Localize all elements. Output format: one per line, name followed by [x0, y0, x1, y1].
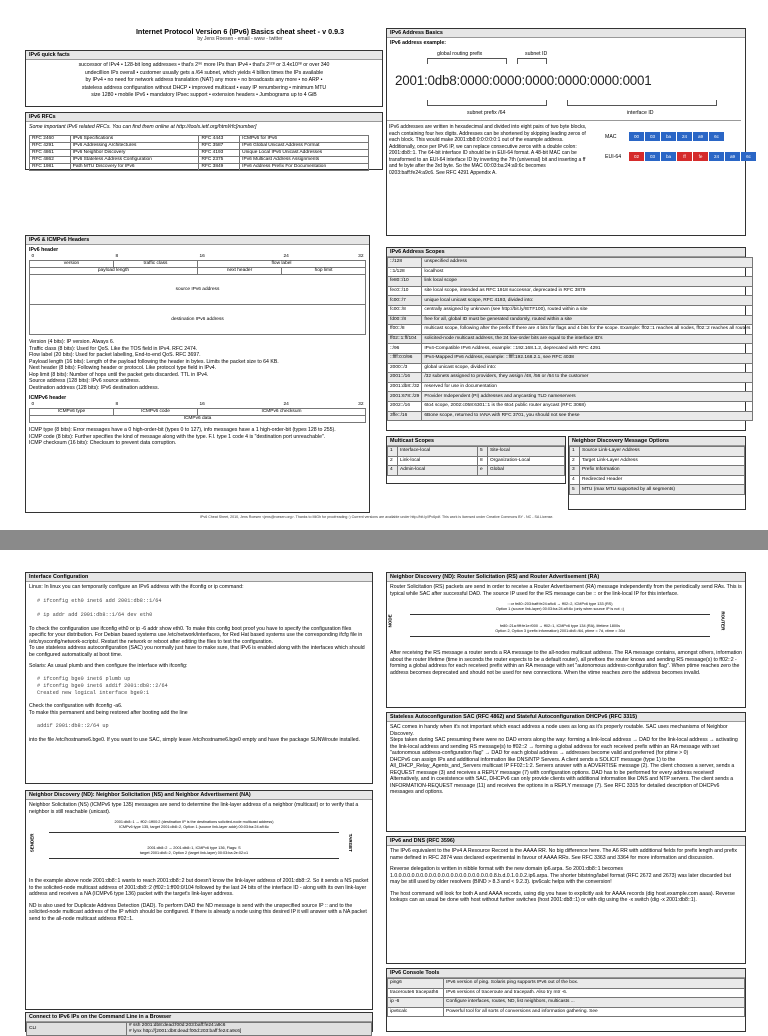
address-example-label: IPv6 address example: — [390, 40, 446, 46]
quick-facts-line: successor of IPv4 • 128-bit long addresses • that's 2⁹⁶ more IPs than IPv4 • that's 2¹²⁸ or 3.4x10³⁸ or over 340 — [78, 62, 330, 68]
nd-options-table — [569, 446, 745, 495]
nd-ns-na-section — [25, 790, 373, 1010]
rfc-row — [30, 163, 369, 170]
multicast-scopes-table — [387, 446, 565, 476]
multicast-scope-row — [388, 447, 565, 457]
scope-row — [388, 286, 753, 296]
page-footer: IPv6 Cheat Sheet, 2010, Jens Roesen <jens@roesen.org>. Thanks to MiGh for proofreading :) Current versions are available under http://bit.ly/IPv6pdf. This work is licensed under Creative Commons BY - NC - SA License. — [200, 515, 554, 519]
nd-option-cell: MTU (max MTU supported by all segments) — [580, 485, 745, 495]
ra-diagram-text: Option 2, Option 3 (prefix information) 2001:db8::/64, ptime = 7d, vtime = 30d — [495, 629, 625, 633]
eui64-byte: ff — [677, 152, 692, 161]
nd-option-cell: 3 — [570, 466, 580, 476]
eui64-bytes — [629, 152, 749, 162]
scope-cell: reserved for use in documentation — [422, 382, 753, 392]
linux-intro: Linux: In linux you can temporarily configure an IPv6 address with the ifconfig or ip command: — [29, 584, 244, 590]
field-icmp-code: ICMPv6 code — [114, 409, 198, 416]
quick-facts-line: by IPv4 • no need for network address translation (NAT) any more • no broadcasts any more • no ARP • — [85, 77, 323, 84]
scope-cell: 3ffe::/16 — [388, 411, 422, 421]
dad-text: ND is also used for Duplicate Address Detection (DAD). To perform DAD the ND message is send with the unspecified source IP :: and to the solicited-node multicast address of the IP which should be configured. If there is already a node using this desired IP it will answer with a NA packet send to the all-node multicast address ff02::1. — [29, 902, 367, 922]
scope-cell: ff00::/8 — [388, 325, 422, 335]
rfc-cell: IPv6 Neighbor Discovery — [70, 149, 199, 156]
nd-option-row — [570, 485, 745, 495]
code-line: Created new logical interface bge0:1 — [37, 690, 150, 697]
divider — [387, 120, 741, 121]
rfc-row — [30, 149, 369, 156]
icmp-field-description: ICMP code (8 bits): Further specifies the kind of message along with the type. F.I. type 1 code 4 is "destination port unreachable". — [29, 433, 326, 440]
rfc-cell: RFC 3587 — [199, 142, 240, 149]
scope-row — [388, 411, 753, 421]
quick-facts-heading: IPv6 quick facts — [26, 51, 382, 60]
scope-cell: site local scope, intended as RFC 1918 successor, deprecated in RFC 3879 — [422, 286, 753, 296]
ipv6-header-label: IPv6 header — [29, 247, 59, 253]
icmp-header-table — [29, 402, 366, 424]
field-version: version — [30, 261, 114, 268]
mac-byte: 6c — [709, 132, 724, 141]
header-field-description: Source address (128 bits): IPv6 source address. — [29, 378, 141, 384]
code-line: addif 2001:db8::2/64 up — [37, 723, 109, 730]
field-icmp-data: ICMPv6 data — [30, 416, 366, 423]
console-tools-heading: IPv6 Console Tools — [387, 969, 745, 978]
scope-row — [388, 401, 753, 411]
console-tools-section — [386, 968, 746, 1032]
dns-reverse-text: Reverse delegation is written in nibble format with the new domain ip6.arpa. So 2001:db8::1 becomes 1.0.0.0.0.0.0.0.0.0.0.0.0.0.0.0.0.0.0.0.0.0.0.0.8.b.d.0.1.0.0.2.ip6.arpa. The shorter bitstring/label format (RFC 2672 and 2673) was later discarded but may be still used by older resolvers (BIND > 8.3 and < 9.2.3). ipv6calc helps with the conversion! — [390, 866, 732, 885]
nd-option-cell: 5 — [570, 485, 580, 495]
dhcpv6-text: DHCPv6 can assign IPs and additional information like DNS/NTP Servers. A client sends a SOLICIT message (type 1) to the All_DHCP_Relay_Agents_and_Servers multicast IP FF02::1:2. Servers answer with a ADVERTISE message (2). The client chooses a server, sends a REQUEST message (3) and receives a REPLY message (7) with configuration options. DAD has to be performed for every address received! Alternatively, and in coexistence with SAC, DHCPv6 can only provide clients with additional information like DNS and NTP servers. The client sends a INFORMATION-REQUEST message (11) and receives the options in a REPLY message (7). See RFC 3315 for detailed description of DHCPv6 messages and options. — [390, 756, 735, 795]
ra-arrow — [410, 636, 710, 637]
rfc-cell: IPv6 Specifications — [70, 135, 199, 142]
na-diagram-text: target 2001:db8::2, Option 2 (target link-layer) 00:03:ba:2e:02:c1 — [139, 851, 249, 855]
scope-row — [388, 296, 753, 306]
scope-cell: 6Bone scope, returned to IANA with RFC 3701, you should not see these — [422, 411, 753, 421]
rfc-cell: RFC 2460 — [30, 135, 71, 142]
scope-cell: free for all, global ID must be generated randomly, routed within a site — [422, 315, 753, 325]
scope-cell: fd00::/8 — [388, 315, 422, 325]
mac-byte: 24 — [677, 132, 692, 141]
mac-byte: 00 — [629, 132, 644, 141]
scope-row — [388, 392, 753, 402]
rfc-cell: RFC 4291 — [30, 142, 71, 149]
console-tool-cell: ip -6 — [388, 998, 444, 1008]
multicast-scopes-heading: Multicast Scopes — [387, 437, 565, 446]
rfc-cell: Unique Local IPv6 Unicast Addresses — [240, 149, 369, 156]
scope-row — [388, 382, 753, 392]
nd-options-section — [568, 436, 746, 510]
rfc-cell: IPv6 Multicast Address Assignments — [240, 156, 369, 163]
bit-label: 0 — [31, 401, 35, 407]
field-traffic-class: traffic class — [114, 261, 198, 268]
field-flow-label: flow label — [198, 261, 366, 268]
cli-heading: Connect to IPv6 IPs on the Command Line in a Browser — [26, 1013, 372, 1022]
address-basics-section — [386, 28, 751, 236]
nd-rs-ra-heading: Neighbor Discovery (ND): Router Solicitation (RS) and Router Advertisement (RA) — [387, 573, 745, 582]
interface-id-label: interface ID — [627, 110, 654, 116]
scope-cell: 2002::/16 — [388, 401, 422, 411]
multicast-scope-cell: 8 — [478, 456, 488, 466]
address-scopes-table — [387, 257, 753, 421]
header-field-description: Payload length (16 bits): Length of the payload following the header in bytes. Limits the packet size to 64 KB. — [29, 358, 279, 365]
ra-diagram-text: fe80::21a:9ff:fe1e:f000 → ff02::1, ICMPv6 type 134 (RA), lifetime 1800s — [500, 624, 620, 628]
ns-diagram-text: 2001:db8::1 → ff02::1ff00:2 (destination IP is the destinations solicited-node multicast address) — [114, 820, 274, 824]
rfc-cell: ICMPv6 for IPv6 — [240, 135, 369, 142]
ns-diagram-text: ICMPv6 type 135, target 2001:db8::2, Option 1 (source link-layer addr) 00:03:ba:24:a9:6c — [119, 825, 269, 829]
dns-aaaa-text: The IPv6 equivalent to the IPv4 A Resource Record is the AAAA RR. No big difference here. The A6 RR with additional fields for prefix length and prefix name defined in RFC 2874 was declared experimental in favour of AAAA RRs. See RFC 3363 and 3364 for more information and discussion. — [390, 848, 737, 861]
nd-option-row — [570, 456, 745, 466]
quick-facts-line: size 1280 • mobile IPv6 • mandatory IPsec support • extension headers • Jumbograms up to 4 GiB — [91, 92, 317, 99]
multicast-scope-cell: Interface-local — [398, 447, 478, 457]
linux-config-text: To check the configuration use ifconfig eth0 or ip -6 addr show eth0. To make this config boot proof you have to specify the configuration files specific for your distribution. For Debian based systems use /etc/network/interfaces, for Red Hat based systems use the corresponding ifcfg file in /etc/sysconfig/network-scripts/. Restart the network or reboot after editing the files to test the configuration. — [29, 625, 363, 645]
scope-cell: /32 subnets assigned to providers, they assign /48, /56 or /64 to the customer — [422, 373, 753, 383]
dns-section — [386, 836, 746, 964]
rfc-cell: RFC 4862 — [30, 156, 71, 163]
code-line: # ifconfig bge0 inet6 plumb up — [37, 675, 131, 682]
rs-diagram-text: Option 1 (source link-layer) 00:03:ba:24:a9:6c (only when source IP is not ::) — [495, 607, 625, 611]
sheet-author: by Jens Roesen - email - www - twitter — [197, 36, 283, 42]
field-destination-address: destination IPv6 address — [30, 305, 366, 335]
solaris-intro: Solaris: As usual plumb and then configure the interface with ifconfig: — [29, 663, 188, 669]
subnet-id-label: subnet ID — [525, 51, 548, 57]
bit-label: 24 — [283, 401, 289, 407]
scope-cell: IPv4-Compatible IPv6 Address, example: ::192.168.1.2, deprecated with RFC 4291 — [422, 344, 753, 354]
rfc-cell: Path MTU Discovery for IPv6 — [70, 163, 199, 170]
field-hop-limit: hop limit — [282, 268, 366, 275]
sac-steps: Steps taken during SAC presuming there were no DAD errors along the way: forming a link-local address → DAD for the link-local address → activating the link-local address and sending RS message(s) to ff02::2 → forming a global address for each received prefix within an RA message with set "autonomous address-configuration flag" → DAD for each global address → addresses become valid and preferred (for ptime > 0) — [390, 737, 738, 756]
icmp-field-description: ICMP type (8 bits): Error messages have a 0 high-order-bit (types 0 to 127), info messages have a 1 high-order-bit (types 128 to 255). — [29, 427, 336, 433]
bit-label: 0 — [31, 253, 35, 259]
subnet-bracket — [517, 58, 547, 64]
bit-label: 8 — [115, 401, 119, 407]
rfc-cell: RFC 2375 — [199, 156, 240, 163]
bit-label: 8 — [115, 253, 119, 259]
rfc-table — [29, 135, 369, 171]
mac-byte: a9 — [693, 132, 708, 141]
multicast-scope-cell: Site-local — [488, 447, 565, 457]
scope-cell: ff02::1:ff/104 — [388, 334, 422, 344]
rfc-cell: IPv6 Global Unicast Address Format — [240, 142, 369, 149]
scope-row — [388, 363, 753, 373]
multicast-scope-cell: Admin-local — [398, 466, 478, 476]
scope-cell: IPv4-Mapped IPv6 Address, example: ::ffff:192.168.2.1, see RFC 4038 — [422, 353, 753, 363]
scope-cell: unique local unicast scope, RFC 4193, divided into: — [422, 296, 753, 306]
nd-options-heading: Neighbor Discovery Message Options — [569, 437, 745, 446]
nd-option-row — [570, 475, 745, 485]
field-icmp-checksum: ICMPv6 checksum — [198, 409, 366, 416]
ns-arrow — [49, 832, 339, 833]
bit-label: 16 — [199, 253, 205, 259]
eui64-byte: 24 — [709, 152, 724, 161]
scope-cell: 2001:678::/29 — [388, 392, 422, 402]
header-descriptions — [29, 339, 366, 391]
na-arrow — [49, 858, 339, 859]
scope-row — [388, 277, 753, 287]
rfc-row — [30, 135, 369, 142]
rfc-cell: IPv6 Address Prefix For Documentation — [240, 163, 369, 170]
bit-label: 24 — [283, 253, 289, 259]
mac-byte: ba — [661, 132, 676, 141]
bit-label: 16 — [199, 401, 205, 407]
scope-row — [388, 305, 753, 315]
routing-prefix-label: global routing prefix — [437, 51, 483, 57]
eui64-byte: a9 — [725, 152, 740, 161]
console-tool-cell: IPv6 versions of traceroute and tracepath. Also try mtr -6. — [444, 988, 745, 998]
multicast-scopes-section — [386, 436, 566, 484]
multicast-scope-row — [388, 456, 565, 466]
field-payload-length: payload length — [30, 268, 198, 275]
header-field-description: Flow label (20 bits): Used for packet labelling, End-to-end QoS. RFC 3697. — [29, 352, 201, 358]
field-icmp-type: ICMPv6 type — [30, 409, 114, 416]
scope-cell: multicast scope, following after the prefix ff there are 4 bits for flags and 4 bits for the scope. Example: ff02::1 reaches all nodes, ff02::2 reaches all routers — [422, 325, 753, 335]
eui64-byte: 6c — [741, 152, 756, 161]
rfc-cell: IPv6 Stateless Address Configuration — [70, 156, 199, 163]
rfc-cell: RFC 4443 — [199, 135, 240, 142]
header-field-description: Destination address (128 bits): IPv6 destination address. — [29, 384, 160, 391]
ipv6-header-table — [29, 254, 366, 336]
scope-row — [388, 267, 753, 277]
console-tool-cell: Powerful tool for all sorts of conversions and information gathering. See — [444, 1007, 745, 1017]
console-tool-cell: Configure interfaces, routes, ND, list neighbors, multicasts ... — [444, 998, 745, 1008]
routing-prefix-bracket — [427, 58, 507, 64]
dns-heading: IPv6 and DNS (RFC 3596) — [387, 837, 745, 846]
multicast-scope-row — [388, 466, 565, 476]
sac-intro: SAC comes in handy when it's not important which exact address a node uses as long as it's properly routable. SAC uses mechanisms of Neighbor Discovery. — [390, 724, 728, 737]
scope-cell: ::/96 — [388, 344, 422, 354]
scope-cell: fc00::/7 — [388, 296, 422, 306]
scope-cell: unspecified address — [422, 258, 753, 268]
rfc-cell: IPv6 Addressing Architectures — [70, 142, 199, 149]
rfc-row — [30, 156, 369, 163]
sac-note: To use stateless address autoconfiguration (SAC) you normally just have to make sure, that IPv6 is enabled along with the interfaces which should be configured automatically at boot time. — [29, 645, 365, 658]
nd-option-row — [570, 466, 745, 476]
address-example: 2001:0db8:0000:0000:0000:0000:0000:0001 — [395, 73, 652, 88]
multicast-scope-cell: 1 — [388, 447, 398, 457]
header-field-description: Hop limit (8 bits): Number of hops until the packet gets discarded. TTL in IPv4. — [29, 371, 209, 378]
console-tools-table — [387, 978, 745, 1017]
header-field-description: Traffic class (8 bits): Used for QoS. Like the TOS field in IPv4. RFC 2474. — [29, 345, 198, 352]
rfcs-intro: Some important IPv6 related RFCs. You can find them online at http://tools.ietf.org/html/rfc[number] — [29, 124, 257, 130]
scope-cell: localhost — [422, 267, 753, 277]
ns-intro: Neighbor Solicitation (NS) (ICMPv6 type 135) messages are send to determine the link-layer address of a neighbor (multicast) or to verify that a neighbor is still reachable (unicast). — [29, 802, 359, 815]
address-scopes-section — [386, 247, 751, 431]
interface-config-section — [25, 572, 373, 784]
nd-option-cell: 4 — [570, 475, 580, 485]
ns-example-text: In the example above node 2001:db8::1 wants to reach 2001:db8::2 but doesn't know the link-layer address of 2001:db8::2. So it sends a NS packet to the solicited-node multicast address of 2001:db8::2 (ff02::1:ff00:0/104 followed by the last 24 bits of the interface ID - along with its own link-layer address and receives a NA (ICMPv6 type 136) packet with the target's link-layer address. — [29, 878, 369, 897]
address-basics-heading: IPv6 Address Basics — [387, 29, 745, 38]
nd-option-cell: Target Link-Layer Address — [580, 456, 745, 466]
cli-section — [25, 1012, 373, 1032]
target-label: TARGET — [347, 833, 353, 852]
scope-cell: fe80::/10 — [388, 277, 422, 287]
multicast-scope-cell: Global — [488, 466, 565, 476]
cli-example: # lynx http://[2001:db8:dead:f00d:203:baff:fe24:a9c6] — [129, 1028, 242, 1034]
scope-cell: 6to4 scope, 2002:c058:6301::1 is the 6to4 public router anycast (RFC 3068) — [422, 401, 753, 411]
rfc-cell: RFC 3849 — [199, 163, 240, 170]
scope-cell: 2001::/16 — [388, 373, 422, 383]
na-diagram-text: 2001:db8::2 → 2001:db8::1, ICMPv6 type 136, Flags: S — [147, 846, 241, 850]
quick-facts-line: undecillion IPs overall • customer usually gets a /64 subnet, which yields 4 billion times the IPs available — [84, 69, 324, 76]
field-next-header: next header — [198, 268, 282, 275]
router-label: ROUTER — [720, 611, 726, 631]
multicast-scope-cell: Organization-Local — [488, 456, 565, 466]
nd-option-row — [570, 447, 745, 457]
rfc-cell: RFC 4193 — [199, 149, 240, 156]
console-tool-row — [388, 979, 745, 989]
page-gap — [0, 530, 768, 550]
rfcs-section — [25, 112, 383, 170]
eui64-byte: 02 — [629, 152, 644, 161]
rfcs-heading: IPv6 RFCs — [26, 113, 382, 122]
scope-row — [388, 315, 753, 325]
cheat-sheet-page-2 — [0, 550, 768, 1034]
scope-cell: ::ffff:0:0/96 — [388, 353, 422, 363]
address-explanation: IPv6 addresses are written in hexadecimal and divided into eight pairs of two byte blocks, each containing four hex digits. Addresses can be shortened by skipping leading zeros of each block. This would make 2001:db8:0:0:0:0:0:1 out of the example address. Additionally, once per IPv6 IP, we can replace consecutive zeros with a double colon: 2001:db8::1. The 64-bit interface ID should be in EUI-64 format. A 48-bit MAC can be transformed to an EUI-64 interface ID by inverting the 7th (universal) bit and inserting a ff and fe byte after the 3rd byte. So the MAC 00:03:ba:24:a9:6c becomes 0203:baff:fe24:a9c6. See RFC 4291 Appendix A. — [389, 124, 587, 176]
rs-diagram — [387, 600, 742, 650]
cli-example: # ssh 2001:db8:dead:f00d:203:baff:fe24:a9c6 — [129, 1023, 226, 1028]
code-line: # ifconfig bge0 inet6 addif 2001:db8::2/64 — [37, 682, 168, 689]
bit-label: 32 — [358, 253, 364, 259]
address-scopes-heading: IPv6 Address Scopes — [387, 248, 745, 257]
console-tool-cell: ipv6calc — [388, 1007, 444, 1017]
code-line: # ip addr add 2001:db8::1/64 dev eth0 — [37, 612, 153, 618]
header-field-description: Version (4 bits): IP version. Always 6. — [29, 339, 115, 345]
quick-facts-section — [25, 50, 383, 107]
code-line: # ifconfig eth0 inet6 add 2001:db8::1/64 — [37, 597, 162, 604]
eui64-byte: fe — [693, 152, 708, 161]
scope-row — [388, 344, 753, 354]
rs-intro: Router Solicitation (RS) packets are send in order to receive a Router Advertisement (RA) message independently from the periodically send RAs. This is typical while SAC after successful DAD. The source IP used for the RS message can be :: or the link-local IP for this interface. — [390, 584, 742, 597]
scope-row — [388, 353, 753, 363]
icmp-header-label: ICMPv6 header — [29, 395, 67, 401]
iid-bracket — [567, 100, 717, 106]
scope-cell: link local scope — [422, 277, 753, 287]
scope-cell: ::/128 — [388, 258, 422, 268]
prefix-bracket — [427, 100, 547, 106]
scope-cell: ::1/128 — [388, 267, 422, 277]
multicast-scope-cell: e — [478, 466, 488, 476]
icmp-descriptions — [29, 427, 366, 447]
subnet-prefix-label: subnet prefix /64 — [467, 110, 506, 116]
scope-cell: centrally assigned by unknown (see http://bit.ly/IETF100), routed within a site — [422, 305, 753, 315]
scope-row — [388, 325, 753, 335]
ns-diagram — [29, 818, 369, 878]
ra-text: After receiving the RS message a router sends a RA message to the all-nodes multicast address. The RA message contains, amongst others, information about the router lifetime (time in seconds the router expects to be a default router), all prefixes the router knows and sending RS message(s) to ff02::2 - forming a global address for each received prefix within an RA message with set "autonomous address-configuration flag". When ptime reaches zero the address becomes deprecated and should not be used for new connections. When the vtime reaches zero the address becomes invalid. — [390, 650, 742, 676]
scope-row — [388, 373, 753, 383]
multicast-scope-cell: 5 — [478, 447, 488, 457]
multicast-scope-cell: 4 — [388, 466, 398, 476]
scope-cell: fc00::/8 — [388, 305, 422, 315]
nd-option-cell: Source Link-Layer Address — [580, 447, 745, 457]
console-tool-cell: IPv6 version of ping. Solaris ping supports IPv6 out of the box. — [444, 979, 745, 989]
sac-dhcp-heading: Stateless Autoconfiguration SAC (RFC 4862) and Stateful Autoconfiguration DHCPv6 (RFC 3315) — [387, 713, 745, 722]
sender-label: SENDER — [29, 833, 35, 853]
console-tool-row — [388, 988, 745, 998]
rfc-cell: RFC 4861 — [30, 149, 71, 156]
bit-label: 32 — [358, 401, 364, 407]
quick-facts-line: stateless address configuration without DHCP • improved multicast • easy IP renumbering • minimum MTU — [81, 84, 327, 91]
eui64-byte: ba — [661, 152, 676, 161]
scope-cell: 2001:db8::/32 — [388, 382, 422, 392]
solaris-hostname-note: into the file /etc/hostname6.bge0. If you want to use SAC, simply leave /etc/hostname6.bge0 empty and have the package SUNWroute installed. — [29, 736, 360, 743]
console-tool-cell: traceroute6 tracepath6 — [388, 988, 444, 998]
scope-cell: 2000::/3 — [388, 363, 422, 373]
rfc-row — [30, 142, 369, 149]
interface-config-heading: Interface Configuration — [26, 573, 372, 582]
mac-label: MAC — [605, 134, 617, 140]
field-source-address: source IPv6 address — [30, 275, 366, 305]
dns-lookup-text: The host command will look for both A and AAAA records, using dig you have to explicitly ask for AAAA records (dig host.example.com aaaa). Reverse lookups can as usual be done with host without further switches (host 2001:db8::1) or with dig using the -x switch (dig -x 2001:db8::1). — [390, 890, 735, 903]
headers-heading: IPv6 & ICMPv6 Headers — [26, 236, 369, 245]
sheet-title: Internet Protocol Version 6 (IPv6) Basics cheat sheet - v 0.9.3 — [135, 27, 345, 36]
icmp-field-description: ICMP checksum (16 bits): Checksum to prevent data corruption. — [29, 440, 177, 446]
rfc-cell: RFC 1981 — [30, 163, 71, 170]
scope-row — [388, 334, 753, 344]
solaris-permanent: To make this permanent and being restored after booting add the line — [29, 709, 188, 716]
scope-row — [388, 258, 753, 268]
nd-option-cell: 2 — [570, 456, 580, 466]
rs-diagram-text: :: or fe80::203:baff:fe24:a9c6 → ff02::2, ICMPv6 type 133 (RS) — [507, 602, 613, 606]
cli-table — [26, 1022, 372, 1036]
multicast-scope-cell: Link-local — [398, 456, 478, 466]
eui64-label: EUI-64 — [605, 154, 622, 160]
scope-cell: global unicast scope, divided into: — [422, 363, 753, 373]
scope-cell: Provider Independent (PI) addresses and anycasting TLD nameservers — [422, 392, 753, 402]
nd-option-cell: Redirected Header — [580, 475, 745, 485]
console-tool-row — [388, 1007, 745, 1017]
headers-section — [25, 235, 370, 513]
sac-dhcp-section — [386, 712, 746, 832]
console-tool-cell: ping6 — [388, 979, 444, 989]
node-label: NODE — [387, 614, 393, 628]
header-field-description: Next header (8 bits): Following header or protocol. Like protocol type field in IPv4. — [29, 365, 217, 371]
mac-bytes — [629, 132, 729, 142]
solaris-check: Check the configuration with ifconfig -a6. — [29, 703, 123, 710]
mac-byte: 03 — [645, 132, 660, 141]
scope-cell: solicited-node multicast address, the 24 low-order bits are equal to the interface ID's — [422, 334, 753, 344]
nd-option-cell: 1 — [570, 447, 580, 457]
multicast-scope-cell: 2 — [388, 456, 398, 466]
nd-ns-na-heading: Neighbor Discovery (ND): Neighbor Solicitation (NS) and Neighbor Advertisement (NA) — [26, 791, 372, 800]
scope-cell: fec0::/10 — [388, 286, 422, 296]
cli-label: CLI — [27, 1023, 127, 1036]
rs-arrow — [410, 614, 710, 615]
console-tool-row — [388, 998, 745, 1008]
nd-option-cell: Prefix Information — [580, 466, 745, 476]
eui64-byte: 03 — [645, 152, 660, 161]
nd-rs-ra-section — [386, 572, 746, 708]
